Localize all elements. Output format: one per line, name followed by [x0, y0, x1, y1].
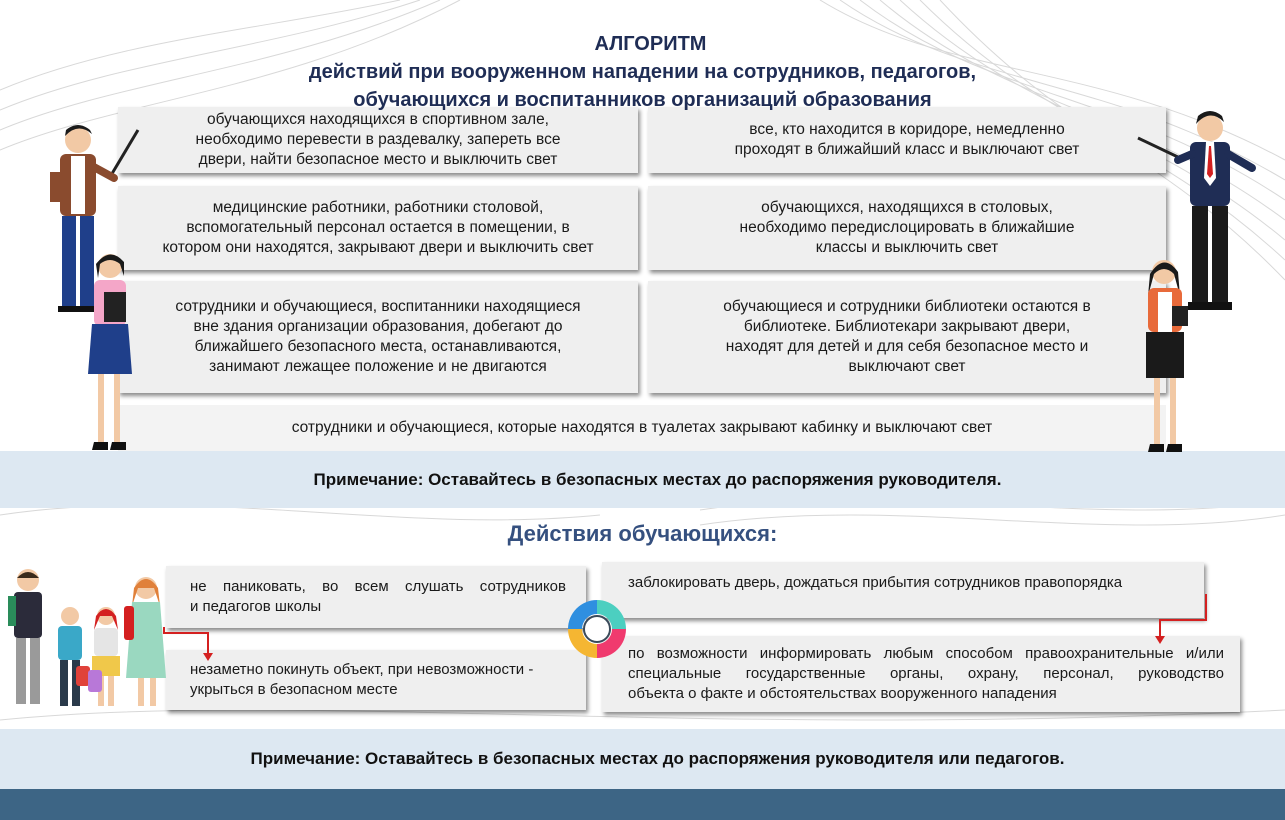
arrow-right-connector [1150, 592, 1210, 652]
note-band-1 [0, 451, 1285, 508]
page-subtitle-line1: действий при вооруженном нападении на сотрудников, педагогов, [308, 61, 977, 83]
donut-ring-icon [564, 596, 630, 662]
teacher-woman-tablet-icon [1128, 252, 1198, 454]
action-card-canteen: обучающихся, находящихся в столовых, необходимо передислоцировать в ближайшие классы и выключить свет [648, 186, 1166, 270]
note-text-1: Примечание: Оставайтесь в безопасных местах до распоряжения руководителя. [313, 469, 1002, 489]
student-card-no-panic: не паниковать, во всем слушать сотрудников и педагогов школы [166, 566, 586, 628]
action-card-toilets: сотрудники и обучающиеся, которые находятся в туалетах закрывают кабинку и выключают свет [118, 405, 1166, 451]
students-section-title: Действия обучающихся: [507, 521, 778, 546]
action-card-gym: обучающихся находящихся в спортивном зале, необходимо перевести в раздевалку, запереть все двери, найти безопасное место и выключить свет [118, 107, 638, 173]
action-card-library: обучающиеся и сотрудники библиотеки остаются в библиотеке. Библиотекари закрывают двери, находят для детей и для себя безопасное место и выключают свет [648, 281, 1166, 393]
footer-bar [0, 789, 1285, 820]
action-card-outside: сотрудники и обучающиеся, воспитанники находящиеся вне здания организации образования, добегают до ближайшего безопасного места, останавливаются, занимают лежащее положение и не двигаются [118, 281, 638, 393]
action-card-corridor: все, кто находится в коридоре, немедленно проходят в ближайший класс и выключают свет [648, 107, 1166, 173]
page-subtitle-line2: обучающихся и воспитанников организаций образования [353, 89, 932, 111]
action-card-medical: медицинские работники, работники столовой, вспомогательный персонал остается в помещении, в котором они находятся, закрывают двери и выключить свет [118, 186, 638, 270]
header [0, 30, 1285, 114]
note-band-2 [0, 729, 1285, 789]
student-card-block-door: заблокировать дверь, дождаться прибытия сотрудников правопорядка [602, 562, 1204, 618]
note-text-2: Примечание: Оставайтесь в безопасных местах до распоряжения руководителя или педагогов. [250, 749, 1065, 768]
student-card-inform: по возможности информировать любым способом правоохранительные и/или специальные государственные органы, охрану, персонал, руководство объекта о факте и обстоятельствах вооруженного нападения [602, 636, 1240, 712]
student-card-leave: незаметно покинуть объект, при невозможности - укрыться в безопасном месте [166, 650, 586, 710]
children-group-icon [4, 566, 170, 712]
teacher-woman-folder-icon [78, 246, 148, 452]
page-title: АЛГОРИТМ [594, 33, 707, 55]
